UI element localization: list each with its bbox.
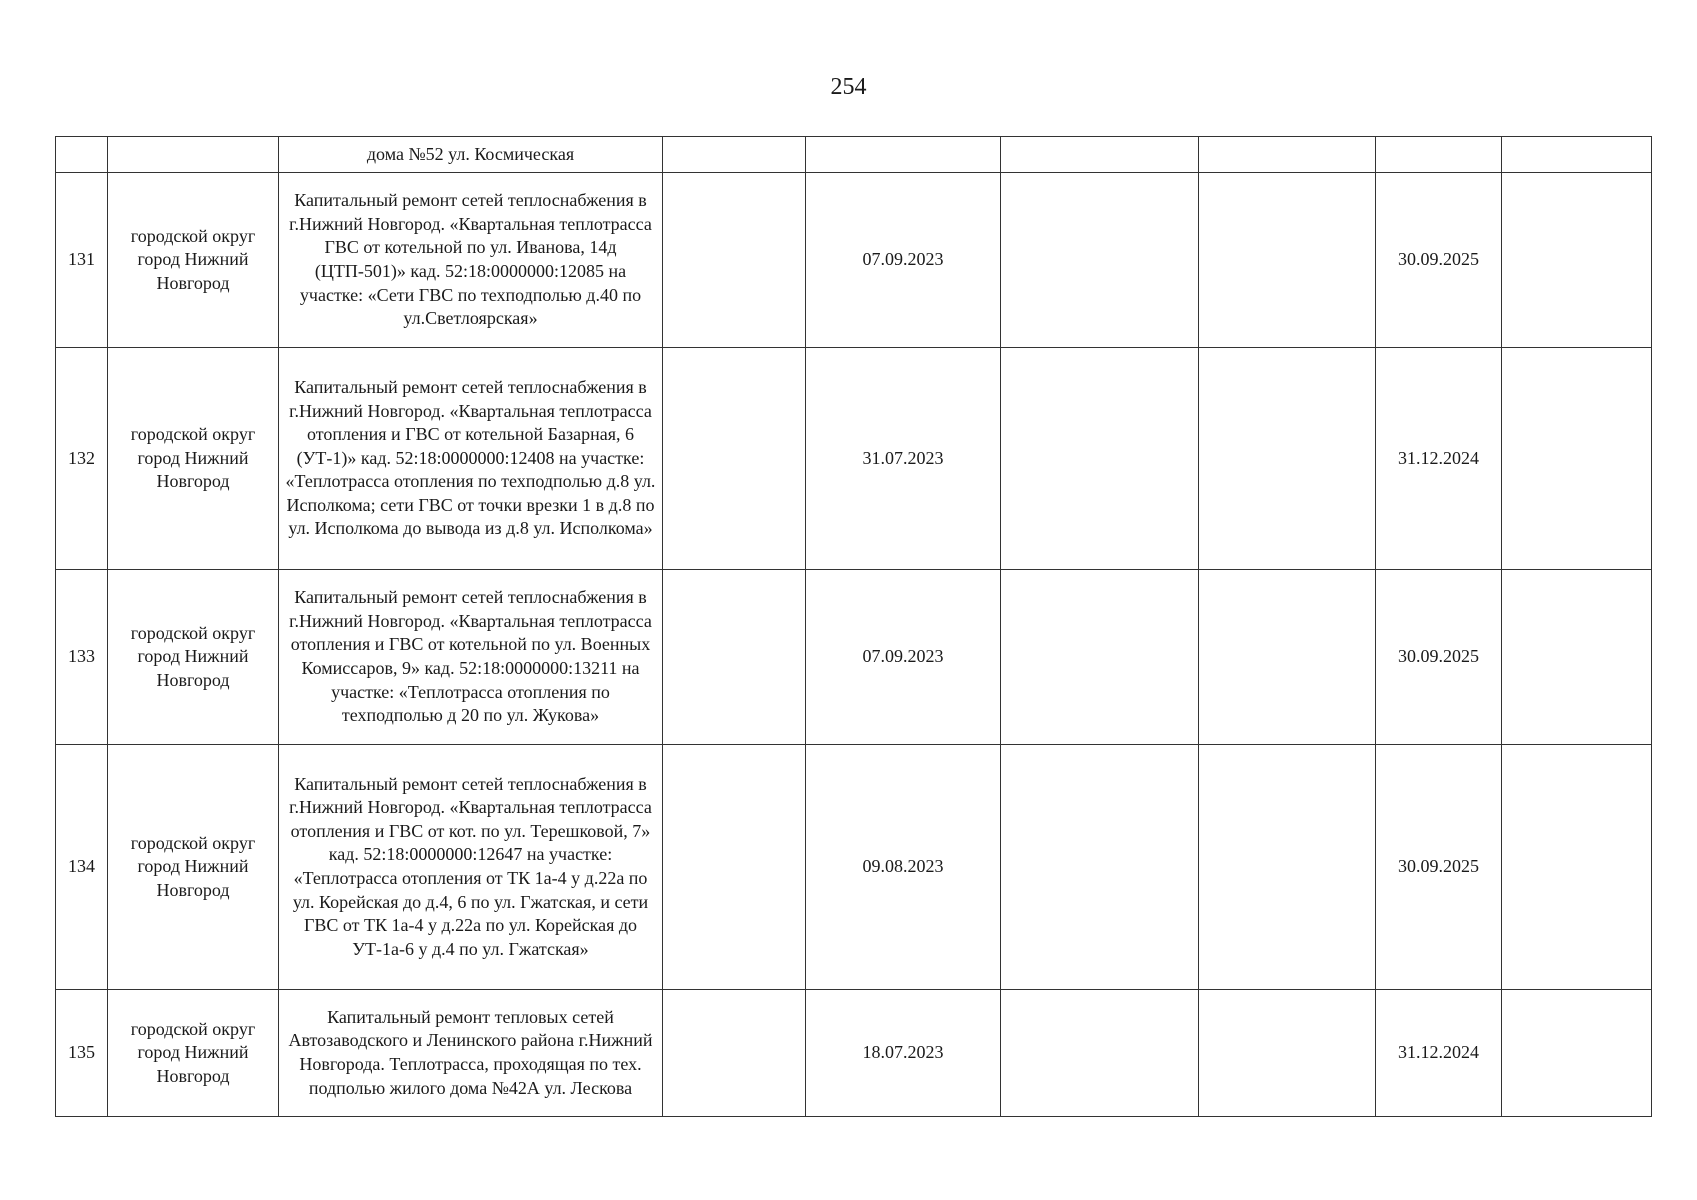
cell-empty	[663, 745, 806, 990]
cell-end-date: 31.12.2024	[1376, 990, 1502, 1117]
cell-empty	[1001, 745, 1199, 990]
cell-empty	[1199, 745, 1376, 990]
cell-empty	[663, 348, 806, 570]
cell-district: городской округ город Нижний Новгород	[108, 570, 279, 745]
cell-empty	[1502, 137, 1652, 173]
cell-end-date: 31.12.2024	[1376, 348, 1502, 570]
cell-end-date: 30.09.2025	[1376, 173, 1502, 348]
cell-empty	[1502, 348, 1652, 570]
table-row	[56, 745, 1652, 990]
cell-empty	[1001, 570, 1199, 745]
cell-start-date: 31.07.2023	[806, 348, 1001, 570]
cell-district: городской округ город Нижний Новгород	[108, 173, 279, 348]
cell-empty	[1001, 990, 1199, 1117]
cell-end-date: 30.09.2025	[1376, 570, 1502, 745]
cell-number: 135	[56, 990, 108, 1117]
cell-number	[56, 137, 108, 173]
cell-end-date: 30.09.2025	[1376, 745, 1502, 990]
cell-empty	[1199, 570, 1376, 745]
table-row	[56, 173, 1652, 348]
cell-start-date: 09.08.2023	[806, 745, 1001, 990]
cell-description: Капитальный ремонт тепловых сетей Автозаводского и Ленинского района г.Нижний Новгорода. Теплотрасса, проходящая по тех. подполью жилого дома №42А ул. Лескова	[279, 990, 663, 1117]
cell-description: дома №52 ул. Космическая	[279, 137, 663, 173]
cell-empty	[663, 173, 806, 348]
table-row	[56, 990, 1652, 1117]
cell-empty	[1502, 173, 1652, 348]
cell-empty	[1199, 348, 1376, 570]
cell-start-date: 18.07.2023	[806, 990, 1001, 1117]
cell-empty	[1199, 990, 1376, 1117]
cell-description: Капитальный ремонт сетей теплоснабжения в г.Нижний Новгород. «Квартальная теплотрасса отопления и ГВС от кот. по ул. Терешковой, 7» кад. 52:18:0000000:12647 на участке: «Теплотрасса отопления от ТК 1а-4 у д.22а по ул. Корейская до д.4, 6 по ул. Гжатская, и сети ГВС от ТК 1а-4 у д.22а по ул. Корейская до УТ-1а-6 у д.4 по ул. Гжатская»	[279, 745, 663, 990]
cell-description: Капитальный ремонт сетей теплоснабжения в г.Нижний Новгород. «Квартальная теплотрасса ГВС от котельной по ул. Иванова, 14д (ЦТП-501)» кад. 52:18:0000000:12085 на участке: «Сети ГВС по техподполью д.40 по ул.Светлоярская»	[279, 173, 663, 348]
page-number: 254	[830, 74, 867, 100]
table-row	[56, 570, 1652, 745]
cell-district	[108, 137, 279, 173]
cell-empty	[1502, 745, 1652, 990]
cell-number: 131	[56, 173, 108, 348]
cell-empty	[1502, 990, 1652, 1117]
cell-empty	[1199, 173, 1376, 348]
cell-district: городской округ город Нижний Новгород	[108, 348, 279, 570]
cell-empty	[1199, 137, 1376, 173]
cell-start-date: 07.09.2023	[806, 570, 1001, 745]
cell-district: городской округ город Нижний Новгород	[108, 745, 279, 990]
cell-start-date	[806, 137, 1001, 173]
cell-empty	[1001, 348, 1199, 570]
cell-description: Капитальный ремонт сетей теплоснабжения в г.Нижний Новгород. «Квартальная теплотрасса отопления и ГВС от котельной по ул. Военных Комиссаров, 9» кад. 52:18:0000000:13211 на участке: «Теплотрасса отопления по техподполью д 20 по ул. Жукова»	[279, 570, 663, 745]
cell-empty	[1001, 137, 1199, 173]
cell-empty	[663, 570, 806, 745]
cell-end-date	[1376, 137, 1502, 173]
cell-start-date: 07.09.2023	[806, 173, 1001, 348]
cell-empty	[1502, 570, 1652, 745]
table-row-continuation	[56, 137, 1652, 173]
cell-district: городской округ город Нижний Новгород	[108, 990, 279, 1117]
cell-number: 133	[56, 570, 108, 745]
cell-number: 134	[56, 745, 108, 990]
cell-description: Капитальный ремонт сетей теплоснабжения в г.Нижний Новгород. «Квартальная теплотрасса отопления и ГВС от котельной Базарная, 6 (УТ-1)» кад. 52:18:0000000:12408 на участке: «Теплотрасса отопления по техподполью д.8 ул. Исполкома; сети ГВС от точки врезки 1 в д.8 по ул. Исполкома до вывода из д.8 ул. Исполкома»	[279, 348, 663, 570]
cell-empty	[663, 137, 806, 173]
cell-empty	[663, 990, 806, 1117]
cell-number: 132	[56, 348, 108, 570]
table-row	[56, 348, 1652, 570]
registry-table	[55, 136, 1652, 1117]
cell-empty	[1001, 173, 1199, 348]
